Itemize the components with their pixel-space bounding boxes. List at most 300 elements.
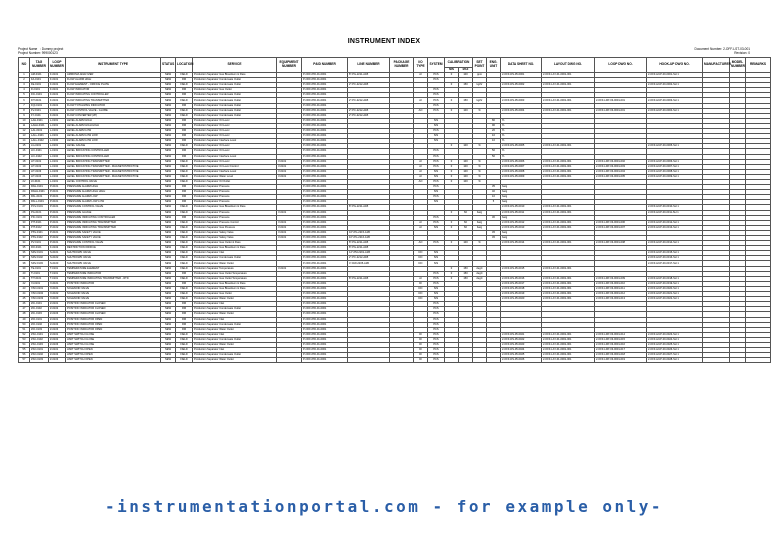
table-cell: Production Separator Gas Outlet & Flare bbox=[193, 241, 277, 246]
table-cell: 2-OFF-LAY-01-0001-001 bbox=[542, 297, 595, 302]
table-cell: 2-OFF-LAY-01-0001-001 bbox=[542, 266, 595, 271]
table-cell: FIELD bbox=[176, 266, 193, 271]
table-cell: NEW bbox=[161, 286, 176, 291]
col-calibration: CALIBRATION bbox=[445, 58, 473, 68]
table-cell: SHUTDOWN VALVE bbox=[66, 261, 161, 266]
table-cell: % bbox=[501, 149, 542, 154]
table-cell: Production Separator Condensate Outlet bbox=[193, 98, 277, 103]
table-cell: PRESSURE INDICATING CONTROLLER bbox=[66, 215, 161, 220]
table-cell: AO bbox=[414, 108, 428, 113]
table-cell: 100 bbox=[459, 179, 473, 184]
table-cell: 2-OFF-HUP-00-0024-SH 1 bbox=[647, 337, 703, 342]
table-cell: P-OFF-PID-01-0001 bbox=[302, 103, 348, 108]
table-cell: 50 bbox=[487, 154, 501, 159]
table-cell: P-OFF-PID-01-0001 bbox=[302, 174, 348, 179]
table-cell: 80 bbox=[487, 118, 501, 123]
table-cell: NEW bbox=[161, 302, 176, 307]
table-cell: FQI-0101 bbox=[30, 103, 49, 108]
table-cell: DO bbox=[414, 261, 428, 266]
table-cell: 43 bbox=[19, 286, 30, 291]
table-cell: Production Separator Temperature bbox=[193, 266, 277, 271]
table-cell: ZIC-0102 bbox=[30, 307, 49, 312]
table-cell: P-0101 bbox=[49, 205, 66, 210]
table-cell: P-OFF-PID-01-0001 bbox=[302, 225, 348, 230]
table-cell: 2-OFF-HUP-00-0017-SH 1 bbox=[647, 261, 703, 266]
table-cell: P-OFF-PID-01-0001 bbox=[302, 302, 348, 307]
table-cell: NEW bbox=[161, 144, 176, 149]
table-cell: 2-OFF-LAY-01-0001-001 bbox=[542, 358, 595, 363]
table-cell: PSV-0102 bbox=[30, 236, 49, 241]
table-cell: 90 bbox=[487, 123, 501, 128]
table-cell: 2-OFF-DS-05-0011 bbox=[501, 210, 542, 215]
project-name-label: Project Name bbox=[18, 47, 38, 51]
table-cell: F-0101 bbox=[49, 98, 66, 103]
table-cell: FIELD bbox=[176, 358, 193, 363]
table-cell: PRESSURE ALARM HIGH bbox=[66, 185, 161, 190]
table-cell: 2-OFF-LDP-03-0001-002 bbox=[595, 159, 647, 164]
table-cell: % bbox=[501, 123, 542, 128]
table-cell: 2-OFF-HUP-00-0023-SH 1 bbox=[647, 332, 703, 337]
table-cell: SDV-0101 bbox=[30, 251, 49, 256]
table-cell: LEVEL ALARM LOW LOW bbox=[66, 139, 161, 144]
table-cell: LALL-0101 bbox=[30, 134, 49, 139]
table-cell: RM bbox=[176, 118, 193, 123]
table-cell: AI bbox=[414, 73, 428, 78]
table-cell: F-0101 bbox=[49, 88, 66, 93]
table-cell: NEW bbox=[161, 297, 176, 302]
table-cell: P-OFF-PID-01-0001 bbox=[302, 195, 348, 200]
table-cell: FLOW INDICATING TRANSMITTER bbox=[66, 98, 161, 103]
table-cell: Production Separator Water Outlet bbox=[193, 358, 277, 363]
col-pid: P&ID NUMBER bbox=[302, 58, 348, 73]
table-cell: P-OFF-PID-01-0001 bbox=[302, 88, 348, 93]
table-cell: 10 bbox=[487, 139, 501, 144]
table-cell: 2-OFF-LAY-01-0001-001 bbox=[542, 83, 595, 88]
table-cell: PCS bbox=[428, 93, 445, 98]
table-cell: SOLENOID VALVE bbox=[66, 297, 161, 302]
table-cell: SIS bbox=[428, 123, 445, 128]
table-cell: PCS bbox=[428, 353, 445, 358]
table-cell: PRESSURE SAFETY VALVE bbox=[66, 230, 161, 235]
table-cell: X-0101 bbox=[49, 286, 66, 291]
table-cell: Z-0103 bbox=[49, 358, 66, 363]
table-cell: LEVEL ALARM HIGH HIGH bbox=[66, 123, 161, 128]
table-cell: NEW bbox=[161, 123, 176, 128]
table-cell: 2-OFF-HUP-00-0012-SH 1 bbox=[647, 220, 703, 225]
table-cell: barg bbox=[501, 200, 542, 205]
table-cell: NEW bbox=[161, 108, 176, 113]
table-cell: F-0101 bbox=[49, 73, 66, 78]
col-model: MODEL NUMBER bbox=[730, 58, 746, 73]
instrument-index-table bbox=[18, 57, 771, 363]
table-cell: NEW bbox=[161, 205, 176, 210]
table-cell: F-0101 bbox=[49, 113, 66, 118]
table-cell: % bbox=[473, 159, 487, 164]
table-cell: NEW bbox=[161, 118, 176, 123]
table-cell: XSO-0102 bbox=[30, 292, 49, 297]
table-cell: 100 bbox=[459, 169, 473, 174]
table-cell: F-0101 bbox=[49, 103, 66, 108]
col-hookup: HOOK-UP DWG NO. bbox=[647, 58, 703, 73]
table-cell: 2-OFF-HUP-00-0006-SH 1 bbox=[647, 159, 703, 164]
table-cell: Production Separator Gas Blowdown & Flare bbox=[193, 73, 277, 78]
table-cell: P-OFF-PID-01-0001 bbox=[302, 200, 348, 205]
table-cell: XI-0101 bbox=[30, 281, 49, 286]
table-cell: 49 bbox=[19, 317, 30, 322]
table-cell: FIELD bbox=[176, 246, 193, 251]
col-system: SYSTEM bbox=[428, 58, 445, 73]
table-cell: 2-OFF-LAY-01-0001-001 bbox=[542, 292, 595, 297]
table-cell: V-0101 bbox=[277, 225, 302, 230]
table-cell: LG-0101 bbox=[30, 144, 49, 149]
table-cell: LV-0101 bbox=[30, 179, 49, 184]
table-cell: % bbox=[473, 174, 487, 179]
table-cell: 2"-PC-2212-A1B bbox=[348, 113, 390, 118]
table-cell: 2-OFF-LDP-03-0001-012 bbox=[595, 292, 647, 297]
table-cell: NEW bbox=[161, 337, 176, 342]
table-cell: PSV-0101 bbox=[30, 230, 49, 235]
table-cell: P-OFF-PID-01-0001 bbox=[302, 139, 348, 144]
table-cell: 2-OFF-DS-05-0002 bbox=[501, 83, 542, 88]
table-cell: ZSO-0101 bbox=[30, 348, 49, 353]
table-cell: FIELD bbox=[176, 261, 193, 266]
table-cell: NEW bbox=[161, 236, 176, 241]
table-cell: T-0101 bbox=[49, 276, 66, 281]
table-cell: AI bbox=[414, 276, 428, 281]
table-cell: 37 bbox=[19, 256, 30, 261]
table-cell: 33 bbox=[19, 236, 30, 241]
table-cell: SOLENOID VALVE bbox=[66, 292, 161, 297]
table-cell: 20 bbox=[19, 169, 30, 174]
project-info bbox=[18, 47, 63, 56]
table-cell: LIMIT SWITCH OPEN bbox=[66, 358, 161, 363]
table-cell: NEW bbox=[161, 292, 176, 297]
table-cell: NEW bbox=[161, 139, 176, 144]
table-cell: P-OFF-PID-01-0001 bbox=[302, 190, 348, 195]
table-cell: 2-OFF-LAY-01-0001-001 bbox=[542, 225, 595, 230]
table-cell: FIELD bbox=[176, 241, 193, 246]
table-cell: 2-OFF-LAY-01-0001-001 bbox=[542, 108, 595, 113]
table-cell: 4"-DW-2205-A1B bbox=[348, 261, 390, 266]
table-cell: Z-0101 bbox=[49, 348, 66, 353]
table-cell: 2-OFF-DS-05-0009 bbox=[501, 174, 542, 179]
table-cell: 0 bbox=[445, 276, 459, 281]
table-cell: 100 bbox=[459, 174, 473, 179]
table-cell: barg bbox=[473, 210, 487, 215]
table-cell: TI-0101 bbox=[30, 271, 49, 276]
table-cell: PRESSURE GAUGE bbox=[66, 210, 161, 215]
table-cell: AI bbox=[414, 174, 428, 179]
table-cell: 2-OFF-LAY-01-0001-001 bbox=[542, 241, 595, 246]
table-cell: NEW bbox=[161, 332, 176, 337]
table-cell: DI bbox=[414, 332, 428, 337]
table-cell: LAHH-0101 bbox=[30, 123, 49, 128]
table-cell: 2-OFF-LAY-01-0001-001 bbox=[542, 337, 595, 342]
table-cell: SDV-0102 bbox=[30, 256, 49, 261]
table-cell: P-OFF-PID-01-0001 bbox=[302, 210, 348, 215]
table-cell: LEVEL INDICATING CONTROLLER bbox=[66, 154, 161, 159]
table-cell: Production Separator Oil Level bbox=[193, 118, 277, 123]
table-cell: PCS bbox=[428, 332, 445, 337]
table-cell: P-0101 bbox=[49, 220, 66, 225]
table-cell: Production Separator Pressure bbox=[193, 200, 277, 205]
table-cell: RM bbox=[176, 78, 193, 83]
table-cell: 34 bbox=[19, 241, 30, 246]
table-cell: Production Separator Condensate Outlet bbox=[193, 83, 277, 88]
table-cell: V-0101 bbox=[277, 169, 302, 174]
table-cell: LIMIT SWITCH OPEN bbox=[66, 353, 161, 358]
table-cell bbox=[277, 358, 302, 363]
table-cell: FIELD bbox=[176, 174, 193, 179]
table-cell: PCS bbox=[428, 164, 445, 169]
table-cell: 2-OFF-LDP-03-0001-017 bbox=[595, 348, 647, 353]
table-cell: 0 bbox=[445, 73, 459, 78]
table-cell: 45 bbox=[19, 297, 30, 302]
table-cell: Production Separator Condensate Outlet bbox=[193, 256, 277, 261]
table-cell: FE-0101 bbox=[30, 83, 49, 88]
table-cell: P-OFF-PID-01-0001 bbox=[302, 246, 348, 251]
table-cell: 2-OFF-HUP-00-0018-SH 1 bbox=[647, 276, 703, 281]
table-cell: 2-OFF-HUP-00-0020-SH 1 bbox=[647, 286, 703, 291]
table-cell: DI bbox=[414, 342, 428, 347]
table-cell: FLOW TOTALIZING INDICATOR bbox=[66, 103, 161, 108]
table-cell: FIELD bbox=[176, 159, 193, 164]
table-cell: P-OFF-PID-01-0001 bbox=[302, 230, 348, 235]
table-cell: LEVEL CONTROL VALVE bbox=[66, 179, 161, 184]
table-cell: P-OFF-PID-01-0001 bbox=[302, 185, 348, 190]
table-cell: FIELD bbox=[176, 286, 193, 291]
table-cell: Production Separator Gas Outlet Temperature bbox=[193, 276, 277, 281]
table-cell: LALL-0102 bbox=[30, 139, 49, 144]
table-cell: L-0102 bbox=[49, 154, 66, 159]
table-cell: 150 bbox=[459, 271, 473, 276]
table-cell: Production Separator Interface Level bbox=[193, 154, 277, 159]
table-cell: 2-OFF-LDP-03-0001-003 bbox=[595, 164, 647, 169]
table-cell: V-0101 bbox=[277, 164, 302, 169]
table-cell: 13 bbox=[19, 134, 30, 139]
table-cell: TEMPERATURE INDICATING TRANSMITTER - RTD bbox=[66, 276, 161, 281]
table-cell: P-OFF-PID-01-0001 bbox=[302, 73, 348, 78]
table-cell: XSO-0103 bbox=[30, 297, 49, 302]
table-cell: 22 bbox=[19, 179, 30, 184]
table-cell: 12 bbox=[19, 129, 30, 134]
table-cell: P-OFF-PID-01-0001 bbox=[302, 327, 348, 332]
table-cell: LIT-0104 bbox=[30, 174, 49, 179]
table-cell: barg bbox=[501, 236, 542, 241]
table-cell: POSITION INDICATOR bbox=[66, 281, 161, 286]
table-cell: FIELD bbox=[176, 179, 193, 184]
table-cell: LIT-0103 bbox=[30, 169, 49, 174]
table-cell: NEW bbox=[161, 159, 176, 164]
table-cell: 15 bbox=[19, 144, 30, 149]
table-cell: LEVEL GAUGE bbox=[66, 144, 161, 149]
document-title: INSTRUMENT INDEX bbox=[347, 38, 421, 45]
table-cell: ZIC-0101 bbox=[30, 302, 49, 307]
table-cell: Production Separator Inlet bbox=[193, 251, 277, 256]
table-cell: LIT-0102 bbox=[30, 164, 49, 169]
table-cell: NEW bbox=[161, 246, 176, 251]
table-cell: P-OFF-PID-01-0001 bbox=[302, 292, 348, 297]
table-cell: P-OFF-PID-01-0001 bbox=[302, 251, 348, 256]
table-cell: 52 bbox=[19, 332, 30, 337]
table-cell: L-0101 bbox=[49, 118, 66, 123]
table-cell: PRESSURE ALARM LOW bbox=[66, 195, 161, 200]
table-cell: Production Separator Gas Outlet Temperature bbox=[193, 271, 277, 276]
table-cell: L-0101 bbox=[49, 149, 66, 154]
table-cell: P-OFF-PID-01-0001 bbox=[302, 256, 348, 261]
table-cell: AI bbox=[414, 164, 428, 169]
table-cell: LEVEL INDICATING TRANSMITTER - MAGNETOSTRICTIVE bbox=[66, 169, 161, 174]
table-cell: P-OFF-PID-01-0001 bbox=[302, 322, 348, 327]
table-cell bbox=[473, 358, 487, 363]
table-cell: FV-0101 bbox=[30, 108, 49, 113]
table-cell: NEW bbox=[161, 164, 176, 169]
table-cell: 2-OFF-LAY-01-0001-001 bbox=[542, 286, 595, 291]
table-cell: P-OFF-PID-01-0001 bbox=[302, 220, 348, 225]
table-cell: Production Separator Oil Level bbox=[193, 123, 277, 128]
table-cell: RM bbox=[176, 129, 193, 134]
table-cell: FIELD bbox=[176, 220, 193, 225]
table-cell: 2-OFF-HUP-00-0026-SH 1 bbox=[647, 348, 703, 353]
table-cell: RM bbox=[176, 281, 193, 286]
table-cell: 0 bbox=[445, 210, 459, 215]
table-cell: degC bbox=[473, 276, 487, 281]
table-cell: ZIO-0103 bbox=[30, 327, 49, 332]
table-cell: degC bbox=[473, 266, 487, 271]
table-cell: Production Separator Oil Level bbox=[193, 134, 277, 139]
table-cell: P-OFF-PID-01-0001 bbox=[302, 179, 348, 184]
table-cell: PRESSURE INDICATING TRANSMITTER bbox=[66, 225, 161, 230]
table-cell: SIS bbox=[428, 256, 445, 261]
table-cell: 2-OFF-HUP-00-0008-SH 1 bbox=[647, 169, 703, 174]
table-cell: P-OFF-PID-01-0001 bbox=[302, 342, 348, 347]
table-cell: F-0101 bbox=[49, 108, 66, 113]
table-cell: FIELD bbox=[176, 113, 193, 118]
table-cell: L-0101 bbox=[49, 159, 66, 164]
table-cell: Production Separator Gas Pressure bbox=[193, 225, 277, 230]
table-cell: P-OFF-PID-01-0001 bbox=[302, 332, 348, 337]
table-cell: 60 bbox=[459, 220, 473, 225]
col-loopdwg: LOOP DWG NO. bbox=[595, 58, 647, 73]
table-cell: 28 bbox=[19, 210, 30, 215]
table-cell: NEW bbox=[161, 276, 176, 281]
table-cell: 4 bbox=[19, 88, 30, 93]
table-cell: NEW bbox=[161, 174, 176, 179]
table-cell: 150 bbox=[459, 266, 473, 271]
table-cell: 0 bbox=[445, 159, 459, 164]
table-cell: PCS bbox=[428, 271, 445, 276]
table-cell: PCS bbox=[428, 185, 445, 190]
table-cell: % bbox=[501, 129, 542, 134]
table-cell: RM bbox=[176, 317, 193, 322]
table-cell: NEW bbox=[161, 225, 176, 230]
table-cell: LIMIT SWITCH CLOSE bbox=[66, 332, 161, 337]
table-cell: PCS bbox=[428, 159, 445, 164]
table-cell: 18 bbox=[19, 159, 30, 164]
table-cell: 2-OFF-LDP-03-0001-013 bbox=[595, 297, 647, 302]
table-cell: % bbox=[473, 164, 487, 169]
table-cell: Z-0102 bbox=[49, 322, 66, 327]
table-cell: ZSC-0101 bbox=[30, 332, 49, 337]
table-cell: 2-OFF-HUP-00-0009-SH 1 bbox=[647, 174, 703, 179]
table-cell: NEW bbox=[161, 307, 176, 312]
table-cell: 8"-PG-2211-A1B bbox=[348, 246, 390, 251]
table-cell: PCS bbox=[428, 129, 445, 134]
table-cell: PCS bbox=[428, 317, 445, 322]
table-cell: 2-OFF-HUP-00-0005-SH 1 bbox=[647, 144, 703, 149]
table-cell: Production Separator Safety Valve bbox=[193, 230, 277, 235]
table-cell: L-0102 bbox=[49, 164, 66, 169]
table-cell: RM bbox=[176, 139, 193, 144]
table-cell: % bbox=[501, 118, 542, 123]
table-cell: PCS bbox=[428, 312, 445, 317]
table-cell: SIS bbox=[428, 297, 445, 302]
table-cell: SIS bbox=[428, 286, 445, 291]
table-cell: 10 bbox=[19, 118, 30, 123]
table-cell: 100 bbox=[459, 164, 473, 169]
table-cell: % bbox=[473, 108, 487, 113]
table-cell: PRESSURE ALARM LOW LOW bbox=[66, 200, 161, 205]
table-cell: Production Separator Safety Valve bbox=[193, 236, 277, 241]
table-cell: 10"-PG-2215-A1B bbox=[348, 230, 390, 235]
table-cell: P-OFF-PID-01-0001 bbox=[302, 297, 348, 302]
table-cell: Production Separator Inlet bbox=[193, 348, 277, 353]
table-cell: RM bbox=[176, 123, 193, 128]
table-cell: 2-OFF-HUP-00-0014-SH 1 bbox=[647, 241, 703, 246]
table-cell: NEW bbox=[161, 195, 176, 200]
table-cell: PCS bbox=[428, 276, 445, 281]
table-cell: 2-OFF-LAY-01-0001-001 bbox=[542, 98, 595, 103]
table-cell: P-0101 bbox=[49, 241, 66, 246]
table-cell: PCS bbox=[428, 307, 445, 312]
table-cell: 2-OFF-DS-05-0020 bbox=[501, 297, 542, 302]
table-cell: Production Separator Oil Level bbox=[193, 149, 277, 154]
col-equipment: EQUIPMENT NUMBER bbox=[277, 58, 302, 73]
col-status: STATUS bbox=[161, 58, 176, 73]
table-cell: TEMPERATURE ELEMENT bbox=[66, 266, 161, 271]
col-datasheet: DATA SHEET NO. bbox=[501, 58, 542, 73]
document-number: Document Number: 2-OFF-LST-03-001 bbox=[694, 47, 750, 51]
table-cell: AI bbox=[414, 159, 428, 164]
table-cell: 2-OFF-HUP-00-0019-SH 1 bbox=[647, 281, 703, 286]
table-cell: Production Separator Water Level bbox=[193, 174, 277, 179]
table-cell: 32 bbox=[19, 230, 30, 235]
table-cell: DI bbox=[414, 337, 428, 342]
table-cell: Production Separator Pressure bbox=[193, 185, 277, 190]
table-cell: Production Separator Water Outlet bbox=[193, 312, 277, 317]
table-cell: 24 bbox=[19, 190, 30, 195]
table-cell: 2-OFF-HUP-00-0022-SH 1 bbox=[647, 297, 703, 302]
table-cell: AO bbox=[414, 241, 428, 246]
table-cell: L-0101 bbox=[49, 129, 66, 134]
table-cell: Production Separator Water Outlet bbox=[193, 261, 277, 266]
table-cell: 2-OFF-LDP-03-0001-001 bbox=[595, 108, 647, 113]
table-cell: TIT-0101 bbox=[30, 276, 49, 281]
table-cell: 2-OFF-DS-05-0022 bbox=[501, 337, 542, 342]
table-cell: NEW bbox=[161, 113, 176, 118]
table-cell: DO bbox=[414, 256, 428, 261]
table-row bbox=[19, 358, 771, 363]
table-cell: AM-0101 bbox=[30, 73, 49, 78]
table-cell: P-OFF-PID-01-0001 bbox=[302, 205, 348, 210]
table-cell: SIS bbox=[428, 169, 445, 174]
table-cell: RM bbox=[176, 302, 193, 307]
table-cell: ZSO-0102 bbox=[30, 353, 49, 358]
table-cell: PRESSURE ALARM HIGH HIGH bbox=[66, 190, 161, 195]
table-cell: RM bbox=[176, 134, 193, 139]
table-cell: TEMPERATURE INDICATOR bbox=[66, 271, 161, 276]
table-cell: NEW bbox=[161, 73, 176, 78]
